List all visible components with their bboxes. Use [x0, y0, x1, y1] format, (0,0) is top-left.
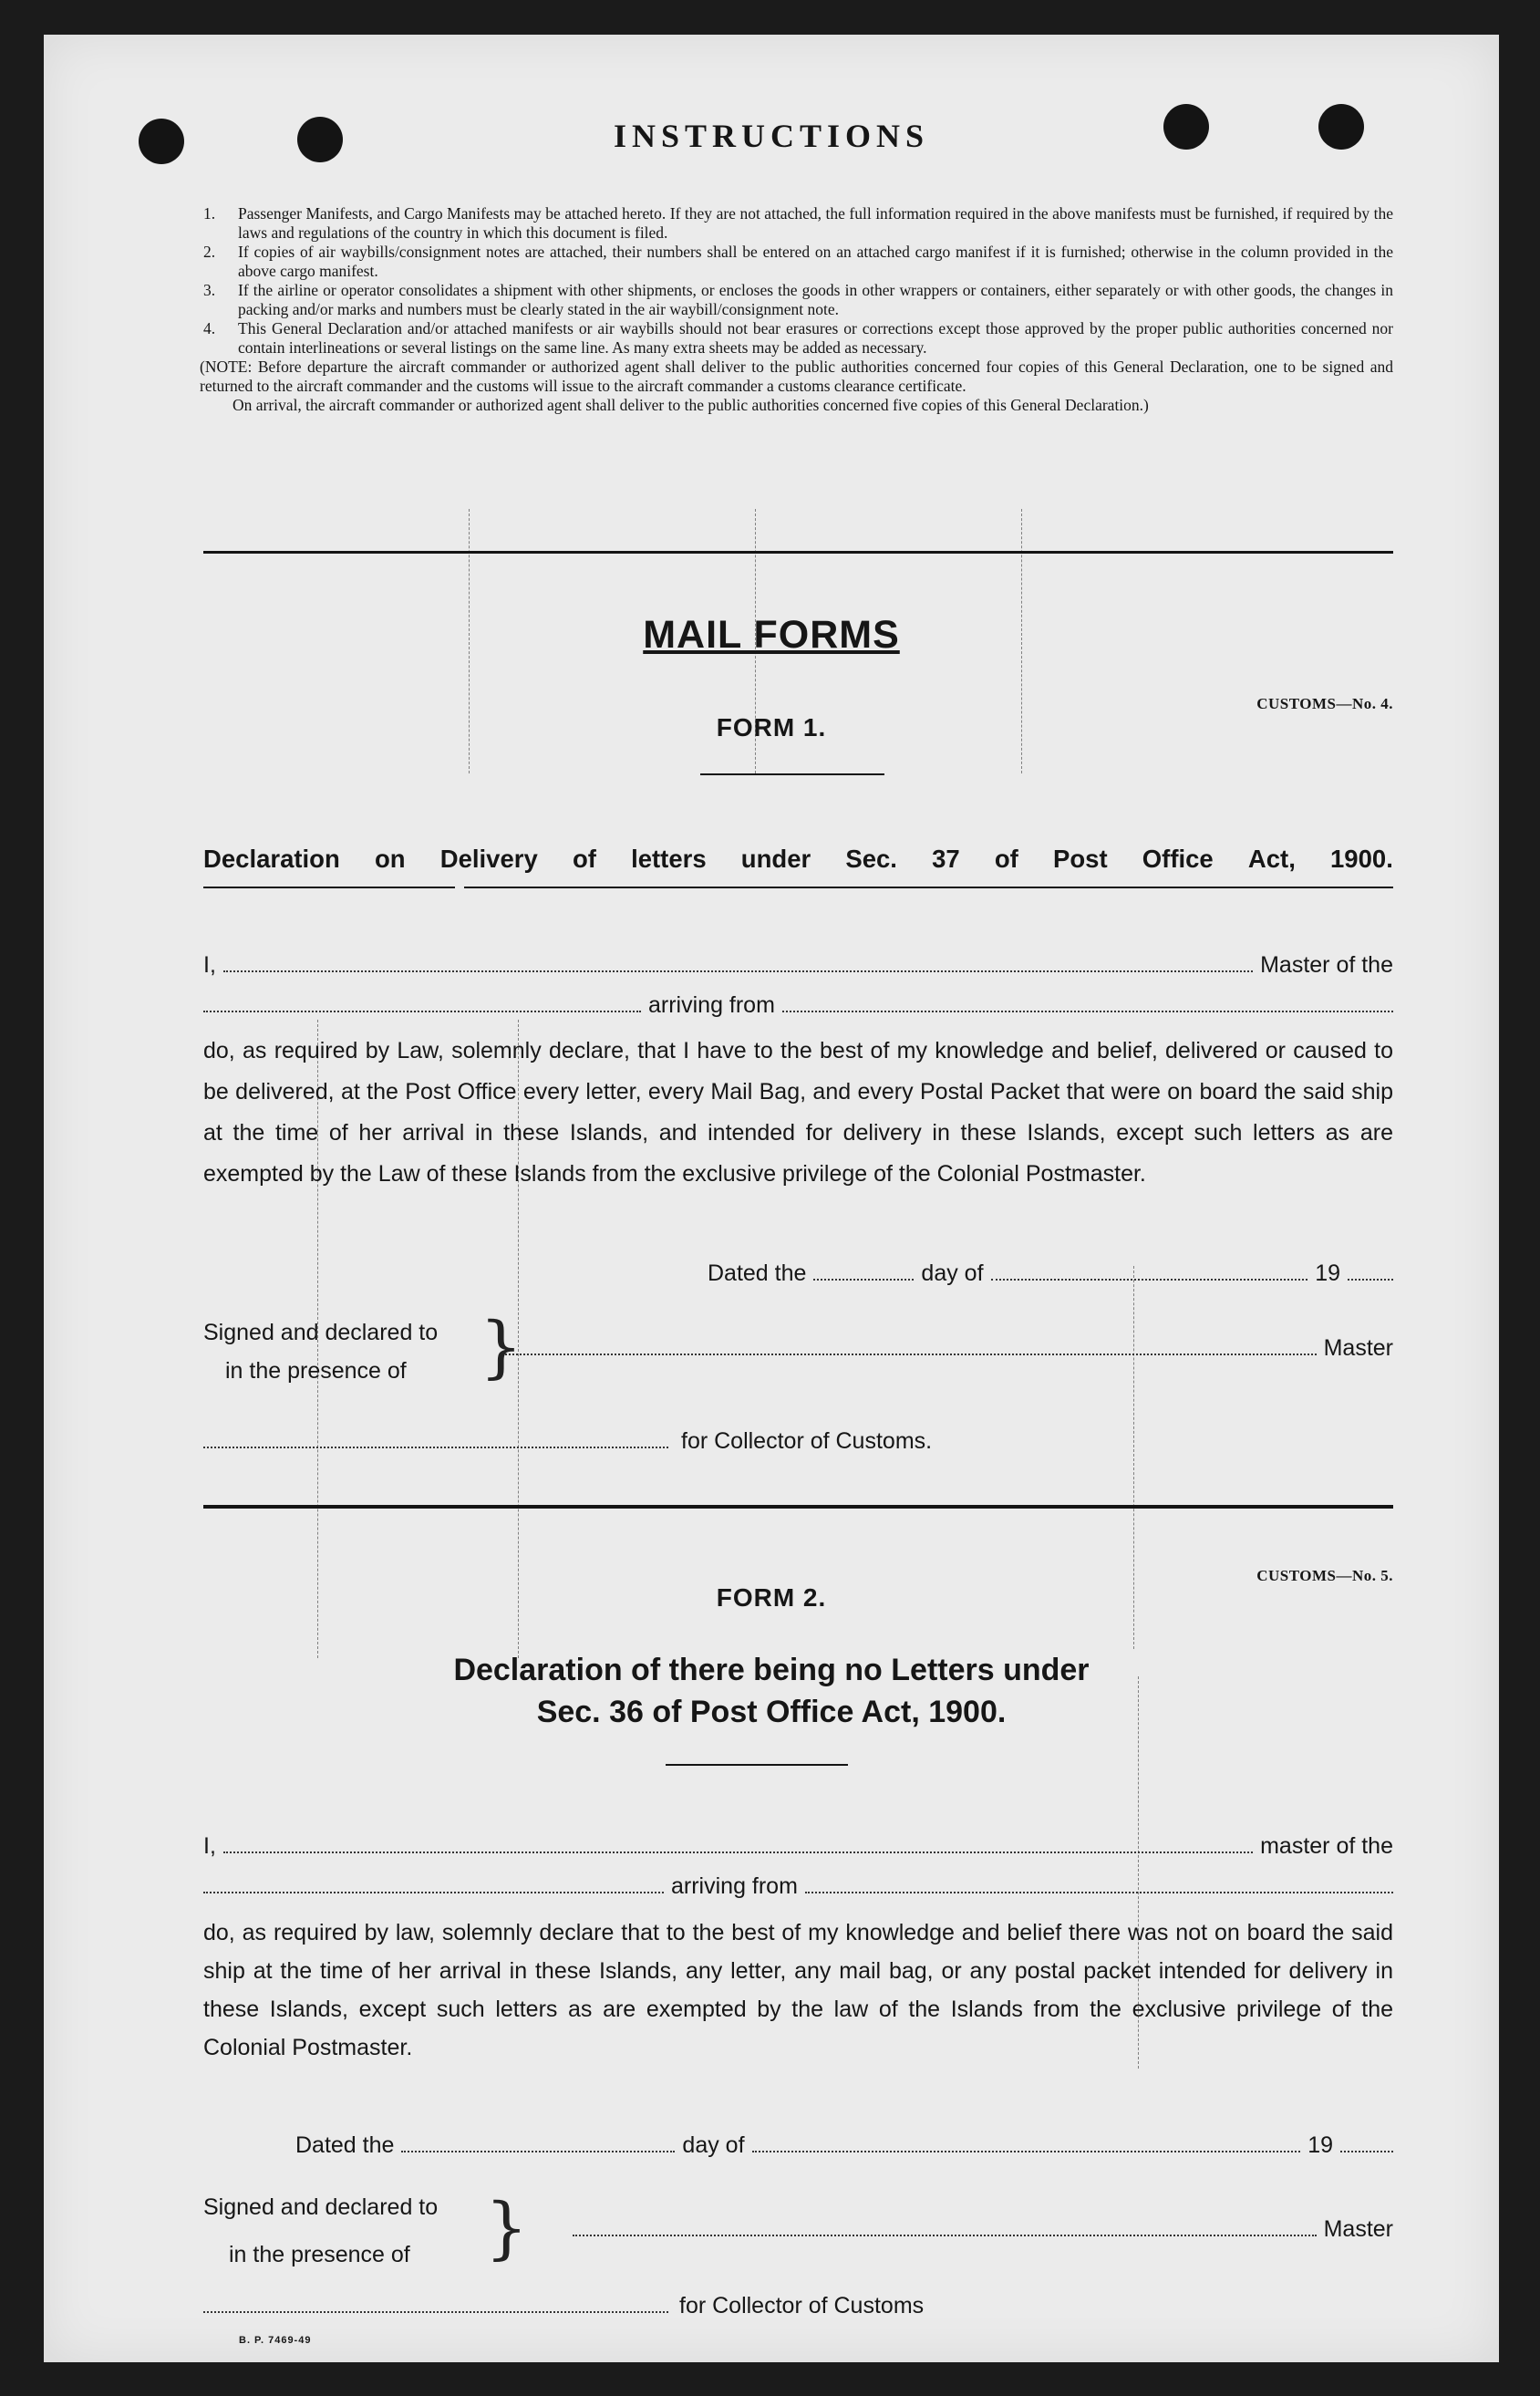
- form1-year-label: 19: [1315, 1260, 1340, 1286]
- form2-dated-label: Dated the: [295, 2132, 395, 2158]
- form2-collector-label: for Collector of Customs: [679, 2293, 925, 2318]
- form2-collector-line: [203, 2293, 1024, 2319]
- form1-origin-field[interactable]: [782, 1007, 1393, 1012]
- declaration-word: of: [994, 845, 1018, 873]
- instructions-note: (NOTE: Before departure the aircraft commander or authorized agent shall deliver to the public authorities concerned four copies of this General Declaration, one to be signed and returned to the aircraft commander and the customs will issue to the aircraft commander a customs clearance certificate.: [200, 358, 1393, 395]
- instructions-list: [200, 204, 1393, 415]
- declaration-word: Declaration: [203, 845, 340, 873]
- declaration-word: 1900.: [1330, 845, 1393, 873]
- form2-year-label: 19: [1307, 2132, 1333, 2158]
- form1-title-underline-left: [203, 887, 455, 888]
- form2-declaration-line2: Sec. 36 of Post Office Act, 1900.: [536, 1695, 1007, 1729]
- form2-signed-line2: in the presence of: [229, 2242, 410, 2267]
- form1-arriving-line: [203, 992, 1393, 1019]
- form1-customs-number: CUSTOMS—No. 4.: [1256, 695, 1393, 712]
- declaration-word: 37: [932, 845, 960, 873]
- form2-title-underline: [666, 1764, 848, 1766]
- form1-collector-line: [203, 1428, 1006, 1455]
- form1-year-field[interactable]: [1348, 1275, 1393, 1281]
- form1-heading-underline: [700, 773, 884, 775]
- declaration-word: letters: [631, 845, 707, 873]
- form1-master-sign-line: [505, 1335, 1393, 1362]
- form1-i-label: I,: [203, 952, 216, 978]
- instruction-text: Passenger Manifests, and Cargo Manifests may be attached hereto. If they are not attached, the full information required in the above manifests must be furnished, if required by the laws and regulations of the country in which this document is filed.: [238, 204, 1393, 242]
- form2-signed-label: [203, 2183, 438, 2278]
- form1-brace: }: [480, 1308, 523, 1386]
- instruction-item: [203, 204, 1393, 243]
- form1-master-label: Master: [1323, 1335, 1393, 1361]
- form1-master-line: [203, 952, 1393, 979]
- form1-declaration-title: [203, 845, 1393, 874]
- form1-signed-label: [203, 1313, 438, 1390]
- instruction-number: 1.: [203, 204, 216, 223]
- form2-declaration-title: [44, 1649, 1499, 1733]
- instruction-number: 3.: [203, 281, 216, 299]
- form-separator-rule: [203, 1505, 1393, 1509]
- form2-year-field[interactable]: [1340, 2147, 1393, 2152]
- mail-forms-title: MAIL FORMS: [643, 613, 900, 657]
- form2-date-field[interactable]: [401, 2147, 675, 2152]
- form2-declaration-line1: Declaration of there being no Letters under: [453, 1653, 1090, 1687]
- form2-i-label: I,: [203, 1833, 216, 1859]
- form1-ship-field[interactable]: [203, 1007, 641, 1012]
- instructions-note-arrival: On arrival, the aircraft commander or authorized agent shall deliver to the public authorities concerned five copies of this General Declaration.): [233, 396, 1149, 414]
- form1-date-field[interactable]: [813, 1275, 914, 1281]
- form2-arriving-from-label: arriving from: [671, 1873, 798, 1899]
- form2-master-of-label: master of the: [1260, 1833, 1393, 1859]
- declaration-word: on: [374, 845, 406, 873]
- form1-month-field[interactable]: [991, 1275, 1308, 1281]
- form2-master-signature-field[interactable]: [573, 2231, 1317, 2236]
- form2-master-sign-line: [573, 2216, 1393, 2243]
- declaration-word: under: [740, 845, 811, 873]
- form2-arriving-line: [203, 1873, 1393, 1900]
- instruction-item: [203, 281, 1393, 319]
- form2-master-line: [203, 1833, 1393, 1860]
- form1-name-field[interactable]: [223, 967, 1253, 972]
- declaration-word: Post: [1053, 845, 1108, 873]
- form2-origin-field[interactable]: [805, 1888, 1393, 1893]
- form2-heading: FORM 2.: [716, 1583, 827, 1612]
- instruction-number: 4.: [203, 319, 216, 337]
- form1-heading: FORM 1.: [716, 713, 827, 742]
- form2-day-of-label: day of: [682, 2132, 745, 2158]
- instruction-text: If the airline or operator consolidates a shipment with other shipments, or encloses the goods in other wrappers or containers, either separately or with other goods, the changes in packing and/or marks and numbers must be clearly stated in the air waybill/consignment note.: [238, 281, 1393, 318]
- instruction-item: [203, 243, 1393, 281]
- form1-master-of-label: Master of the: [1260, 952, 1393, 978]
- form2-name-field[interactable]: [223, 1848, 1253, 1853]
- form2-dated-line: [295, 2132, 1393, 2159]
- form2-ship-field[interactable]: [203, 1888, 664, 1893]
- declaration-word: Office: [1142, 845, 1214, 873]
- form2-declaration-body: do, as required by law, solemnly declare that to the best of my knowledge and belief there was not on board the said ship at the time of her arrival in these Islands, any letter, any mail bag, or any postal packet intended for delivery in these Islands, except such letters as are exempted by the law of the Islands from the exclusive privilege of the Colonial Postmaster.: [203, 1920, 1393, 2060]
- form1-collector-label: for Collector of Customs.: [681, 1428, 933, 1454]
- form1-declaration-body: do, as required by Law, solemnly declare, that I have to the best of my knowledge and belief, delivered or caused to be delivered, at the Post Office every letter, every Mail Bag, and every Postal Packet that were on board the said ship at the time of her arrival in these Islands, and intended for delivery in these Islands, except such letters as are exempted by the Law of these Islands from the exclusive privilege of the Colonial Postmaster.: [203, 1038, 1393, 1187]
- form1-signed-line2: in the presence of: [225, 1358, 407, 1384]
- declaration-word: Sec.: [845, 845, 897, 873]
- form1-arriving-from-label: arriving from: [648, 992, 775, 1018]
- form2-collector-signature-field[interactable]: [203, 2308, 668, 2313]
- declaration-word: Act,: [1247, 845, 1296, 873]
- instruction-number: 2.: [203, 243, 216, 261]
- form1-dated-line: [708, 1260, 1393, 1287]
- form1-title-underline-right: [464, 887, 1393, 888]
- declaration-word: Delivery: [439, 845, 538, 873]
- document-page: [44, 35, 1499, 2362]
- form1-master-signature-field[interactable]: [505, 1350, 1317, 1355]
- instruction-text: If copies of air waybills/consignment notes are attached, their numbers shall be entered on an attached cargo manifest if it is furnished; otherwise in the column provided in the above cargo manifest.: [238, 243, 1393, 280]
- form2-month-field[interactable]: [752, 2147, 1301, 2152]
- divider-rule: [203, 551, 1393, 554]
- form1-collector-signature-field[interactable]: [203, 1443, 668, 1448]
- instruction-item: [203, 319, 1393, 358]
- form2-customs-number: CUSTOMS—No. 5.: [1256, 1567, 1393, 1584]
- form1-signed-line1: Signed and declared to: [203, 1320, 439, 1345]
- instructions-heading: INSTRUCTIONS: [613, 118, 930, 154]
- print-code: B. P. 7469-49: [239, 2335, 312, 2346]
- form1-dated-label: Dated the: [708, 1260, 807, 1286]
- form2-signed-line1: Signed and declared to: [203, 2194, 439, 2220]
- form1-day-of-label: day of: [921, 1260, 984, 1286]
- form2-brace: }: [485, 2189, 529, 2267]
- declaration-word: of: [572, 845, 596, 873]
- form2-master-label: Master: [1323, 2216, 1393, 2242]
- instruction-text: This General Declaration and/or attached manifests or air waybills should not bear erasures or corrections except those approved by the proper public authorities concerned nor contain interlineations or several listings on the same line. As many extra sheets may be added as necessary.: [238, 319, 1393, 357]
